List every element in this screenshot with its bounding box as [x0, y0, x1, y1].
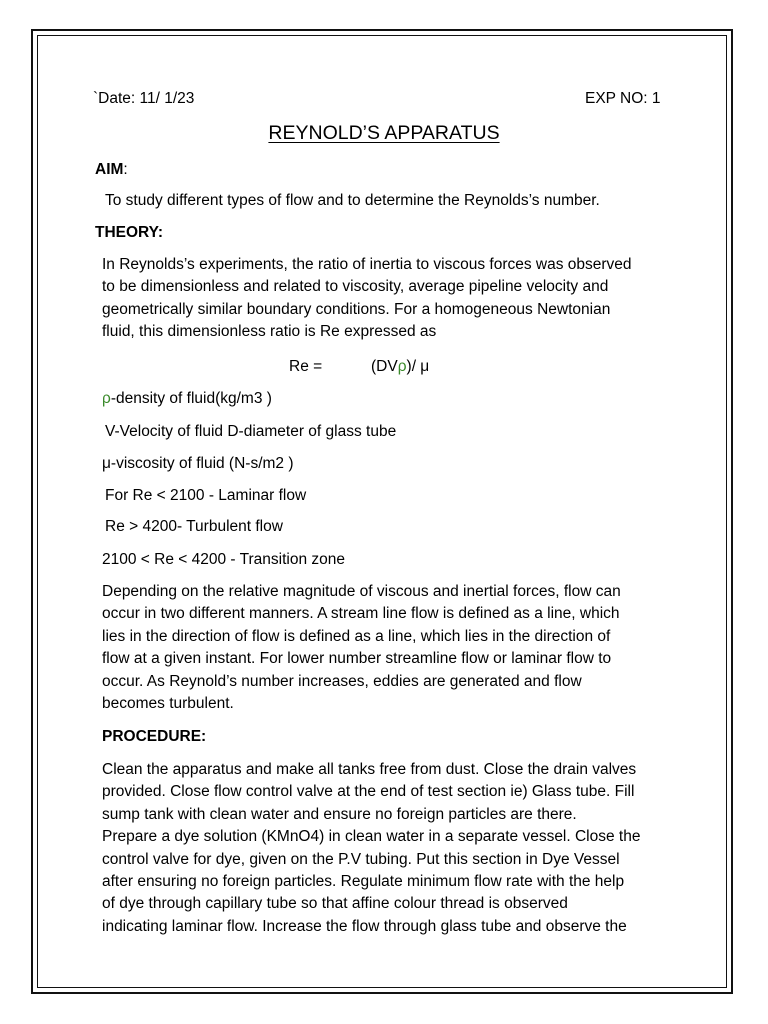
date-label: `Date: 11/ 1/23 — [93, 90, 195, 107]
flow-line: becomes turbulent. — [102, 695, 234, 713]
procedure-line: Prepare a dye solution (KMnO4) in clean water in a separate vessel. Close the — [102, 828, 641, 846]
theory-line: fluid, this dimensionless ratio is Re expressed as — [102, 323, 437, 341]
procedure-paragraph — [102, 759, 692, 938]
procedure-line: Clean the apparatus and make all tanks free from dust. Close the drain valves — [102, 761, 637, 778]
formula-lhs: Re = — [289, 358, 323, 375]
velocity-diameter-definition: V-Velocity of fluid D-diameter of glass tube — [105, 423, 397, 440]
procedure-line: indicating laminar flow. Increase the flow through glass tube and observe the — [102, 917, 627, 935]
theory-paragraph — [102, 254, 692, 344]
flow-line: flow at a given instant. For lower number streamline flow or laminar flow to — [102, 650, 612, 668]
theory-line: In Reynolds’s experiments, the ratio of inertia to viscous forces was observed — [102, 256, 632, 273]
aim-text: To study different types of flow and to determine the Reynolds’s number. — [105, 192, 600, 209]
formula-rhs: (DVρ)/ μ — [371, 358, 430, 375]
procedure-line: control valve for dye, given on the P.V tubing. Put this section in Dye Vessel — [102, 850, 620, 868]
procedure-line: of dye through capillary tube so that affine colour thread is observed — [102, 895, 568, 913]
flow-description-paragraph — [102, 581, 692, 715]
aim-heading: AIM: — [95, 161, 128, 178]
flow-line: lies in the direction of flow is defined as a line, which lies in the direction of — [102, 627, 611, 645]
theory-line: to be dimensionless and related to viscosity, average pipeline velocity and — [102, 278, 609, 296]
density-definition: ρ-density of fluid(kg/m3 ) — [102, 390, 272, 407]
laminar-condition: For Re < 2100 - Laminar flow — [105, 487, 307, 504]
flow-line: Depending on the relative magnitude of viscous and inertial forces, flow can — [102, 583, 621, 600]
procedure-line: provided. Close flow control valve at the end of test section ie) Glass tube. Fill — [102, 783, 635, 801]
procedure-heading: PROCEDURE: — [102, 728, 207, 745]
turbulent-condition: Re > 4200- Turbulent flow — [105, 518, 283, 535]
exp-number: EXP NO: 1 — [585, 90, 661, 107]
flow-line: occur. As Reynold’s number increases, eddies are generated and flow — [102, 672, 582, 690]
procedure-line: after ensuring no foreign particles. Regulate minimum flow rate with the help — [102, 873, 625, 891]
theory-heading: THEORY: — [95, 224, 164, 241]
page-title: REYNOLD’S APPARATUS — [268, 122, 500, 144]
flow-line: occur in two different manners. A stream line flow is defined as a line, which — [102, 605, 620, 623]
transition-condition: 2100 < Re < 4200 - Transition zone — [102, 551, 345, 568]
viscosity-definition: μ-viscosity of fluid (N-s/m2 ) — [102, 455, 294, 472]
theory-line: geometrically similar boundary conditions. For a homogeneous Newtonian — [102, 300, 611, 318]
procedure-line: sump tank with clean water and ensure no foreign particles are there. — [102, 805, 577, 823]
